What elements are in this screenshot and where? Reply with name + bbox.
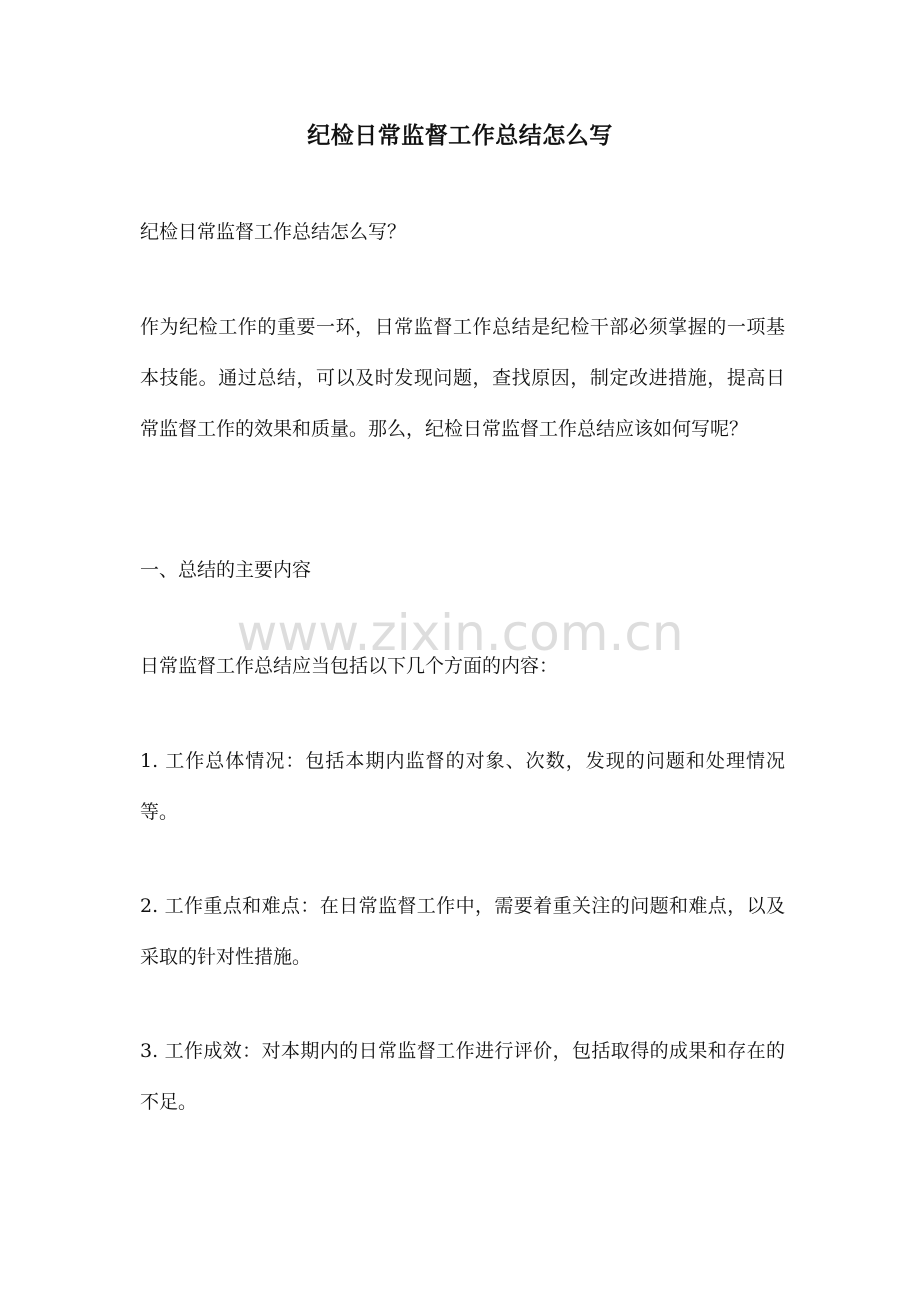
intro-paragraph: 作为纪检工作的重要一环，日常监督工作总结是纪检干部必须掌握的一项基本技能。通过总结，可以及时发现问题，查找原因，制定改进措施，提高日常监督工作的效果和质量。那么，纪检日常监督工作总结应该如何写呢？: [140, 316, 785, 440]
list-item-1: 1. 工作总体情况：包括本期内监督的对象、次数，发现的问题和处理情况等。: [140, 750, 785, 823]
question-paragraph: 纪检日常监督工作总结怎么写？: [140, 221, 407, 243]
section-heading: 一、总结的主要内容: [140, 559, 312, 581]
list-item-2: 2. 工作重点和难点：在日常监督工作中，需要着重关注的问题和难点，以及采取的针对性措施。: [140, 895, 785, 968]
list-item-3: 3. 工作成效：对本期内的日常监督工作进行评价，包括取得的成果和存在的不足。: [140, 1040, 785, 1113]
lead-paragraph: 日常监督工作总结应当包括以下几个方面的内容：: [140, 655, 559, 677]
watermark: www.zixin.com.cn: [236, 604, 684, 662]
document-title: 纪检日常监督工作总结怎么写: [307, 122, 613, 149]
